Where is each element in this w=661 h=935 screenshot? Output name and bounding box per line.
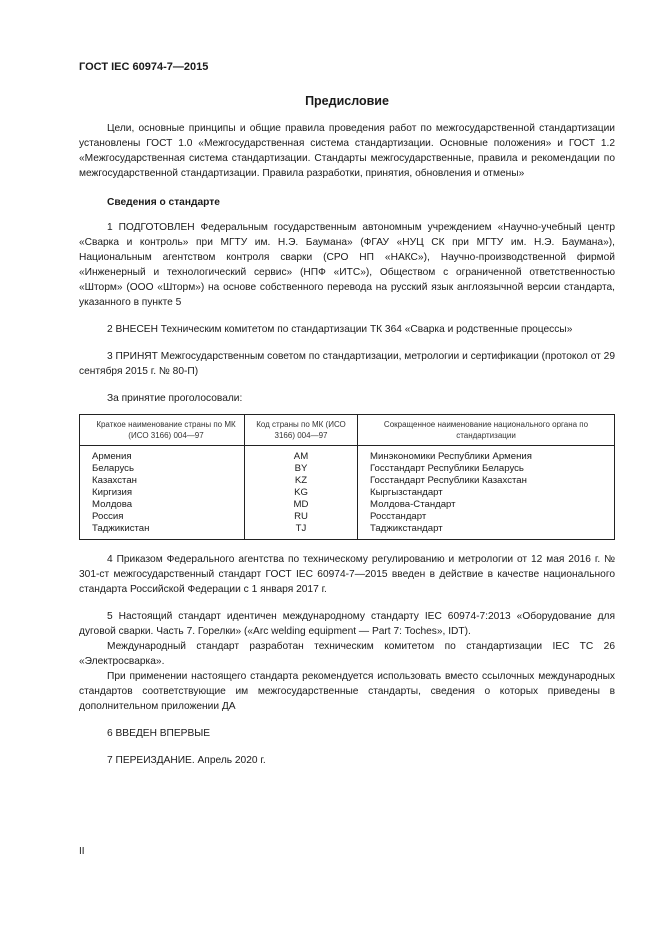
item-1-paragraph: 1 ПОДГОТОВЛЕН Федеральным государственным автономным учреждением «Научно-учебный центр «Сварка и контроль» при МГТУ им. Н.Э. Баумана» (ФГАУ «НУЦ СК при МГТУ им. Н.Э. Баумана»), Национальным агентством контроля сварки (СРО НП «НАКС»), Научно-производственной фирмой «Инженерный и технологический сервис» (НПФ «ИТС»), Обществом с ограниченной ответственностью «Шторм» (ООО «Шторм») на основе собственного перевода на русский язык англоязычной версии стандарта, указанного в пункте 5 (79, 222, 615, 308)
table-header-country: Краткое наименование страны по МК (ИСО 3166) 004—97 (80, 415, 245, 446)
table-row (80, 463, 615, 475)
foreword-content (79, 88, 615, 768)
voted-label: За принятие проголосовали: (107, 393, 243, 404)
table-row (80, 475, 615, 487)
item-5-paragraph: 5 Настоящий стандарт идентичен международному стандарту IEC 60974-7:2013 «Оборудование для дуговой сварки. Часть 7. Горелки» («Arc welding equipment — Part 7: Toches», IDT). (79, 611, 615, 637)
intro-paragraph: Цели, основные принципы и общие правила проведения работ по межгосударственной стандартизации установлены ГОСТ 1.0 «Межгосударственная система стандартизации. Основные положения» и ГОСТ 1.2 «Межгосударственная система стандартизации. Стандарты межгосударственные, правила и рекомендации по межгосударственной стандартизации. Правила разработки, принятия, обновления и отмены» (79, 123, 615, 179)
standards-body: Молдова-Стандарт (358, 499, 615, 511)
table-row (80, 487, 615, 499)
item-3-paragraph: 3 ПРИНЯТ Межгосударственным советом по стандартизации, метрологии и сертификации (протокол от 29 сентября 2015 г. № 80-П) (79, 351, 615, 377)
standards-body: Минэкономики Республики Армения (358, 446, 615, 464)
standards-body: Госстандарт Республики Беларусь (358, 463, 615, 475)
page-title: Предисловие (305, 94, 389, 108)
country-code: KG (245, 487, 358, 499)
item-5-committee-paragraph: Международный стандарт разработан техническим комитетом по стандартизации IEC TC 26 «Электросварка». (79, 641, 615, 667)
table-header-authority: Сокращенное наименование национального органа по стандартизации (358, 415, 615, 446)
document-code-header: ГОСТ IEC 60974-7—2015 (79, 61, 209, 73)
table-header-code: Код страны по МК (ИСО 3166) 004—97 (245, 415, 358, 446)
item-2-paragraph: 2 ВНЕСЕН Техническим комитетом по стандартизации ТК 364 «Сварка и родственные процессы» (107, 324, 573, 335)
table-row (80, 446, 615, 464)
country-code: MD (245, 499, 358, 511)
voting-countries-table (79, 414, 615, 540)
country-name: Россия (80, 511, 245, 523)
country-name: Киргизия (80, 487, 245, 499)
country-code: RU (245, 511, 358, 523)
item-7-paragraph: 7 ПЕРЕИЗДАНИЕ. Апрель 2020 г. (107, 755, 266, 766)
item-4-paragraph: 4 Приказом Федерального агентства по техническому регулированию и метрологии от 12 мая 2016 г. № 301-ст межгосударственный стандарт ГОСТ IEC 60974-7—2015 введен в действие в качестве национального стандарта Российской Федерации с 1 января 2017 г. (79, 554, 615, 595)
country-name: Беларусь (80, 463, 245, 475)
standards-body: Кыргызстандарт (358, 487, 615, 499)
country-name: Казахстан (80, 475, 245, 487)
section-title: Сведения о стандарте (107, 197, 220, 208)
country-code: KZ (245, 475, 358, 487)
standards-body: Росстандарт (358, 511, 615, 523)
item-6-paragraph: 6 ВВЕДЕН ВПЕРВЫЕ (107, 728, 211, 739)
standards-body: Госстандарт Республики Казахстан (358, 475, 615, 487)
country-name: Армения (80, 446, 245, 464)
country-name: Молдова (80, 499, 245, 511)
standards-body: Таджикстандарт (358, 523, 615, 540)
item-5-reference-paragraph: При применении настоящего стандарта рекомендуется использовать вместо ссылочных международных стандартов соответствующие им межгосударственные стандарты, сведения о которых приведены в дополнительном приложении ДА (79, 671, 615, 712)
page-number: II (79, 846, 85, 857)
country-code: AM (245, 446, 358, 464)
country-code: BY (245, 463, 358, 475)
table-row (80, 523, 615, 540)
country-code: TJ (245, 523, 358, 540)
table-row (80, 511, 615, 523)
table-row (80, 499, 615, 511)
country-name: Таджикистан (80, 523, 245, 540)
